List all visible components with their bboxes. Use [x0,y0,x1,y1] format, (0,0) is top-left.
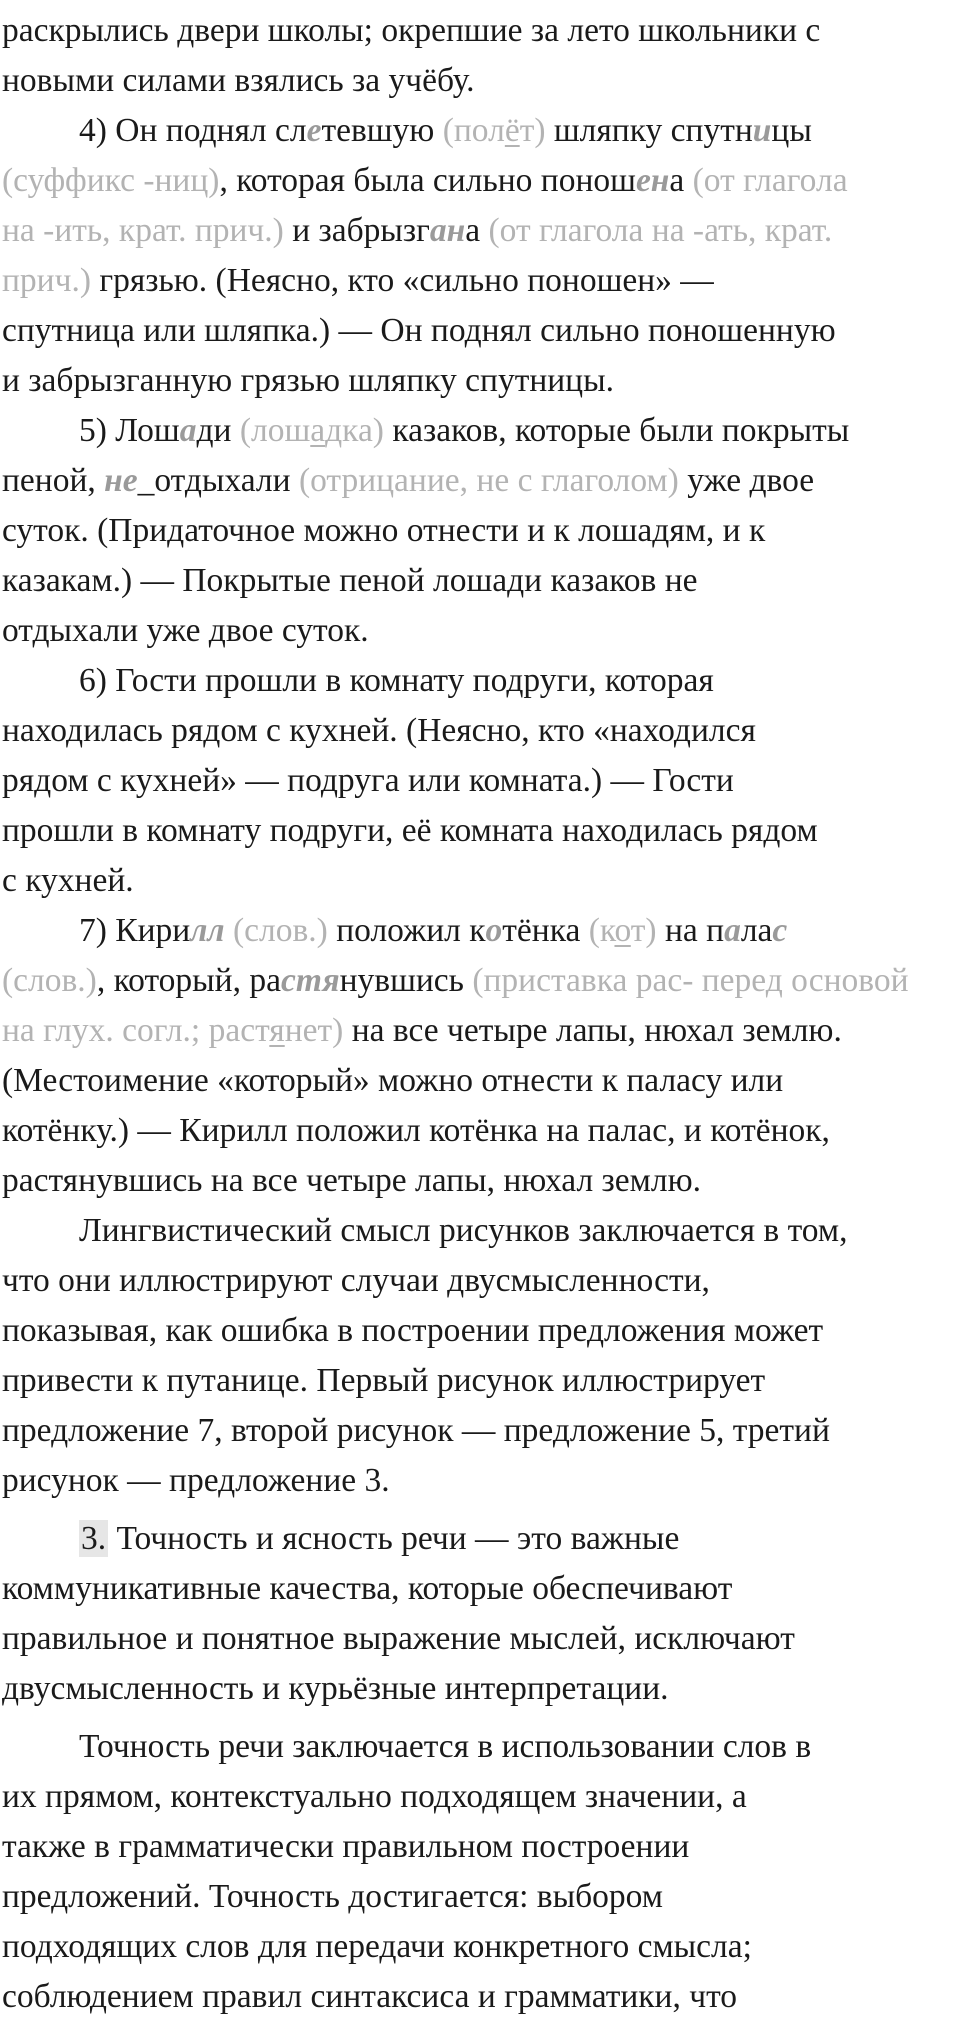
paragraph-linguistic-meaning [2,1206,960,1506]
grammar-note: (суффикс -ниц) [2,162,220,199]
text-line: рисунок — предложение 3. [2,1462,390,1499]
text-line: 6) Гости прошли в комнату подруги, которая [79,662,714,699]
text-line: прич.) грязью. (Неясно, кто «сильно поношен» — [2,262,714,299]
highlighted-letter: ан [429,212,466,249]
highlighted-letter: и [752,112,772,149]
text-line: коммуникативные качества, которые обеспечивают [2,1570,733,1607]
text-line: прошли в комнату подруги, её комната находилась рядом [2,812,818,849]
highlighted-letter: е [306,112,322,149]
highlighted-letter: ен [635,162,670,199]
grammar-note: (приставка рас- перед основой [472,962,909,999]
text-line: правильное и понятное выражение мыслей, исключают [2,1620,795,1657]
highlighted-letter: не [104,462,138,499]
grammar-note: (слов.) [233,912,328,949]
text-line: и забрызганную грязью шляпку спутницы. [2,362,614,399]
text-line: что они иллюстрируют случаи двусмысленности, [2,1262,710,1299]
text-line: находилась рядом с кухней. (Неясно, кто «находился [2,712,756,749]
sentence-4-block [2,106,960,406]
text-line: отдыхали уже двое суток. [2,612,369,649]
text-line: на -ить, крат. прич.) и забрызгана (от глагола на -ать, крат. [2,212,833,249]
text-line: на глух. согл.; растянет) на все четыре лапы, нюхал землю. [2,1012,842,1049]
highlighted-letter: а [724,912,741,949]
text-line: новыми силами взялись за учёбу. [2,62,475,99]
text-line: их прямом, контекстуально подходящем значении, а [2,1778,747,1815]
grammar-note: прич.) [2,262,91,299]
highlighted-letter: стя [280,962,340,999]
text-line: также в грамматически правильном построении [2,1828,690,1865]
text-line: двусмысленность и курьёзные интерпретации. [2,1670,669,1707]
text-line: котёнку.) — Кирилл положил котёнка на палас, и котёнок, [2,1112,830,1149]
text-line: казакам.) — Покрытые пеной лошади казаков не [2,562,698,599]
sentence-5-block [2,406,960,656]
highlighted-letter: с [772,912,788,949]
highlighted-letter: о [485,912,503,949]
grammar-note: (от глагола на -ать, крат. [488,212,833,249]
text-line: растянувшись на все четыре лапы, нюхал землю. [2,1162,701,1199]
sentence-7-block [2,906,960,1206]
grammar-note: (слов.) [2,962,97,999]
task-number: 3. [81,1520,107,1557]
text-line: спутница или шляпка.) — Он поднял сильно поношенную [2,312,836,349]
grammar-note: (от глагола [692,162,848,199]
grammar-note: (полёт) [442,112,546,149]
text-line: соблюдением правил синтаксиса и грамматики, что [2,1978,738,2015]
text-line: показывая, как ошибка в построении предложения может [2,1312,824,1349]
highlighted-letter: лл [190,912,225,949]
text-line: подходящих слов для передачи конкретного смысла; [2,1928,752,1965]
task-3-block [2,1514,960,1714]
text-line: 7) Кирилл (слов.) положил котёнка (кот) на палас [79,912,788,949]
text-line: 4) Он поднял слетевшую (полёт) шляпку спутницы [79,112,812,149]
text-line: (Местоимение «который» можно отнести к паласу или [2,1062,784,1099]
highlighted-letter: а [179,412,197,449]
grammar-note: (лошадка) [239,412,384,449]
text-line: рядом с кухней» — подруга или комната.) — Гости [2,762,734,799]
sentence-6-block [2,656,960,906]
text-line: раскрылись двери школы; окрепшие за лето школьники с [2,12,821,49]
text-line: суток. (Придаточное можно отнести и к лошадям, и к [2,512,766,549]
text-line: Точность речи заключается в использовании слов в [79,1728,812,1765]
grammar-note: (отрицание, не с глаголом) [298,462,679,499]
text-line: пеной, не_отдыхали (отрицание, не с глаголом) уже двое [2,462,815,499]
text-line: 5) Лошади (лошадка) казаков, которые были покрыты [79,412,850,449]
text-line: предложений. Точность достигается: выбором [2,1878,663,1915]
text-line: предложение 7, второй рисунок — предложение 5, третий [2,1412,830,1449]
grammar-note: (кот) [588,912,657,949]
text-line: (суффикс -ниц), которая была сильно поношена (от глагола [2,162,848,199]
text-line: (слов.), который, растянувшись (приставка рас- перед основой [2,962,909,999]
grammar-note: на глух. согл.; растянет) [2,1012,344,1049]
text-line: с кухней. [2,862,134,899]
text-line: 3. Точность и ясность речи — это важные [81,1520,680,1557]
text-line: привести к путанице. Первый рисунок иллюстрирует [2,1362,766,1399]
text-line: Лингвистический смысл рисунков заключается в том, [79,1212,848,1249]
paragraph-speech-precision [2,1722,960,2022]
grammar-note: на -ить, крат. прич.) [2,212,284,249]
